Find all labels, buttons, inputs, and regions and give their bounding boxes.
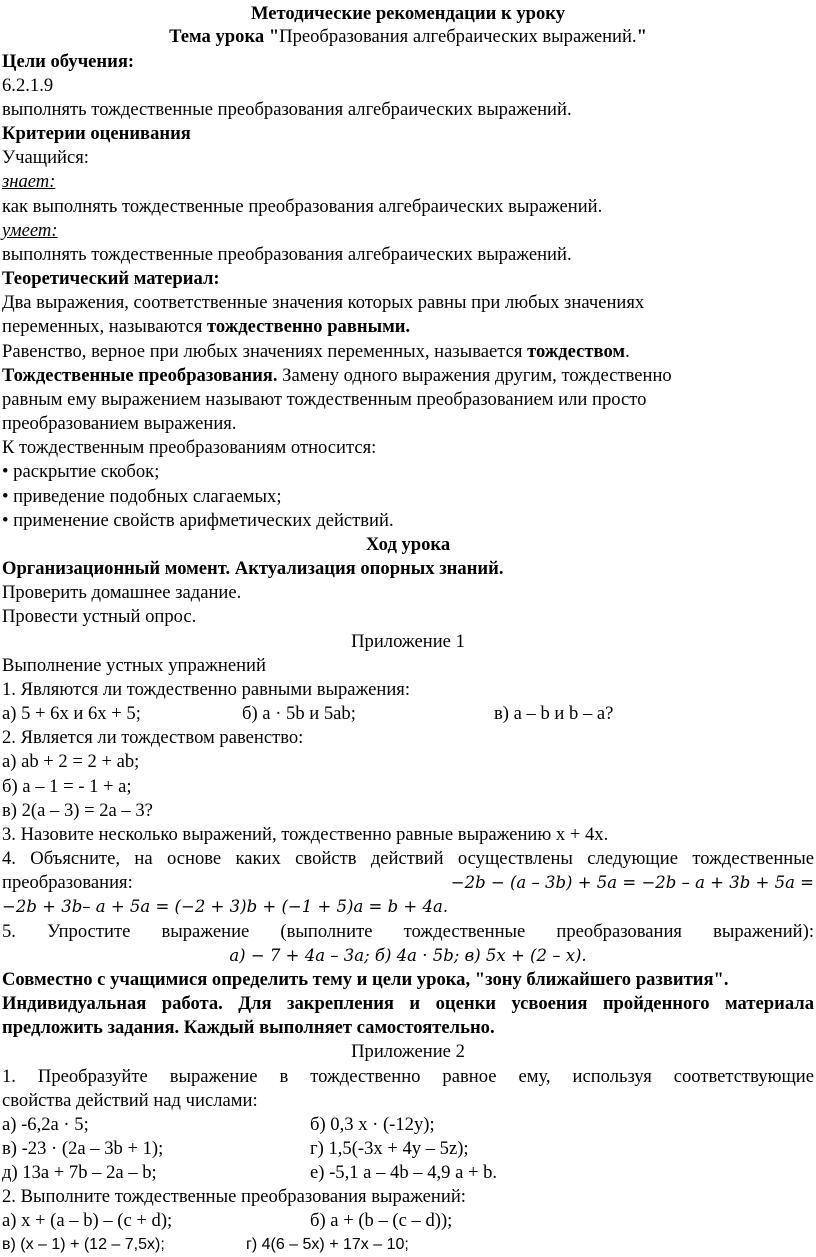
task-2-a: а) х + (а – b) – (с + d); (2, 1210, 173, 1231)
task-1-e: д) 13а + 7b – 2а – b; (2, 1162, 157, 1183)
task-1-line1: 1. Преобразуйте выражение в тождественно равное ему, используя соответствующие (2, 1066, 814, 1087)
option-a: а) 5 + 6х и 6х + 5; (2, 703, 141, 724)
theory-p3-line3: преобразованием выражения. (2, 413, 237, 434)
bullet-item: • применение свойств арифметических действий. (2, 510, 394, 531)
formula-part-2: −2𝑏 + 3𝑏– 𝑎 + 5𝑎 = (−2 + 3)𝑏 + (−1 + 5)а = 𝑏 + 4а. (2, 897, 449, 916)
option-b: б) а · 5b и 5аb; (242, 703, 356, 724)
goals-code: 6.2.1.9 (2, 75, 54, 96)
theory-p3-line2: равным ему выражением называют тождественным преобразованием или просто (2, 389, 647, 410)
task-1-f: е) -5,1 а – 4b – 4,9 а + b. (310, 1162, 498, 1183)
task-2-d: г) 4(6 – 5х) + 17х – 10; (246, 1236, 409, 1253)
doc-title: Методические рекомендации к уроку (250, 3, 566, 24)
task-2: 2. Выполните тождественные преобразования выражений: (2, 1186, 466, 1207)
question-4-label: преобразования: (2, 872, 133, 893)
lesson-check-hw: Проверить домашнее задание. (2, 582, 242, 603)
appendix-1-intro: Выполнение устных упражнений (2, 655, 266, 676)
theory-p3-line1 (2, 364, 814, 388)
question-4-line1: 4. Объясните, на основе каких свойств действий осуществлены следующие тождественные (2, 848, 814, 869)
theory-p2 (2, 340, 814, 364)
question-5-line1: 5. Упростите выражение (выполните тождественные преобразования выражений): (2, 921, 814, 942)
theory-p1-text: переменных, называются (2, 316, 208, 337)
question-5-line2: а) − 7 + 4а – 3а; б) 4а · 5𝑏; в) 5х + (2 – х). (229, 946, 587, 965)
question-3: 3. Назовите несколько выражений, тождественно равные выражению х + 4х. (2, 824, 609, 845)
goals-text: выполнять тождественные преобразования алгебраических выражений. (2, 99, 572, 120)
individual-work-label: Индивидуальная работа. (2, 993, 223, 1014)
theory-p2-period: . (625, 341, 630, 362)
theory-p1-line1: Два выражения, соответственные значения которых равны при любых значениях (2, 292, 645, 313)
individual-work-text: Для закрепления и оценки усвоения пройденного материала (222, 993, 815, 1014)
knows-label: знает: (2, 171, 56, 192)
task-1-c: в) -23 · (2а – 3b + 1); (2, 1138, 164, 1159)
question-4-line2 (2, 871, 814, 895)
lesson-topic (2, 25, 814, 49)
topic-label: Тема урока " (169, 26, 280, 47)
appendix-1-title: Приложение 1 (351, 631, 465, 652)
theory-p3-text: Замену одного выражения другим, тождественно (277, 365, 672, 386)
task-1-a: а) -6,2а · 5; (2, 1114, 89, 1135)
criteria-can-text: выполнять тождественные преобразования алгебраических выражений. (2, 244, 572, 265)
option-c: в) а – b и b – а? (494, 703, 614, 724)
criteria-can-line (2, 219, 814, 243)
bullet-item: • раскрытие скобок; (2, 461, 160, 482)
theory-p2-text: Равенство, верное при любых значениях переменных, называется (2, 341, 528, 362)
criteria-knows-line (2, 170, 814, 194)
joint-work: Совместно с учащимися определить тему и цели урока, "зону ближайшего развития". (2, 969, 729, 990)
can-label: умеет: (2, 220, 58, 241)
question-2-c: в) 2(а – 3) = 2а – 3? (2, 800, 153, 821)
topic-end: " (636, 26, 647, 47)
individual-work-line1 (2, 992, 814, 1016)
individual-work-line2: предложить задания. Каждый выполняет самостоятельно. (2, 1017, 495, 1038)
question-1: 1. Являются ли тождественно равными выражения: (2, 679, 411, 700)
topic-text: Преобразования алгебраических выражений. (279, 26, 637, 47)
question-2-a: а) аb + 2 = 2 + аb; (2, 751, 140, 772)
term-identity-transformations: Тождественные преобразования. (2, 365, 278, 386)
criteria-student: Учащийся: (2, 147, 89, 168)
theory-heading: Теоретический материал: (2, 268, 220, 289)
goals-heading: Цели обучения: (2, 51, 135, 72)
theory-p1-line2 (2, 315, 814, 339)
theory-p4: К тождественным преобразованиям относится: (2, 437, 377, 458)
term-identically-equal: тождественно равными. (207, 316, 411, 337)
term-identity: тождеством (527, 341, 626, 362)
lesson-org: Организационный момент. Актуализация опорных знаний. (2, 558, 504, 579)
criteria-knows-text: как выполнять тождественные преобразования алгебраических выражений. (2, 196, 603, 217)
lesson-heading: Ход урока (365, 534, 451, 555)
task-2-c: в) (х – 1) + (12 – 7,5х); (2, 1236, 165, 1253)
lesson-oral: Провести устный опрос. (2, 606, 197, 627)
task-2-b: б) а + (b – (с – d)); (310, 1210, 453, 1231)
question-2-b: б) а – 1 = - 1 + а; (2, 776, 132, 797)
task-1-line2: свойства действий над числами: (2, 1090, 258, 1111)
task-1-d: г) 1,5(-3х + 4у – 5z); (310, 1138, 469, 1159)
question-2: 2. Является ли тождеством равенство: (2, 727, 304, 748)
bullet-item: • приведение подобных слагаемых; (2, 486, 282, 507)
formula-part-1: −2𝑏 − (𝑎 – 3𝑏) + 5𝑎 = −2𝑏 – 𝑎 + 3𝑏 + 5𝑎 = (450, 873, 814, 892)
criteria-heading: Критерии оценивания (2, 123, 191, 144)
appendix-2-title: Приложение 2 (351, 1041, 465, 1062)
task-1-b: б) 0,3 х · (-12у); (310, 1114, 435, 1135)
